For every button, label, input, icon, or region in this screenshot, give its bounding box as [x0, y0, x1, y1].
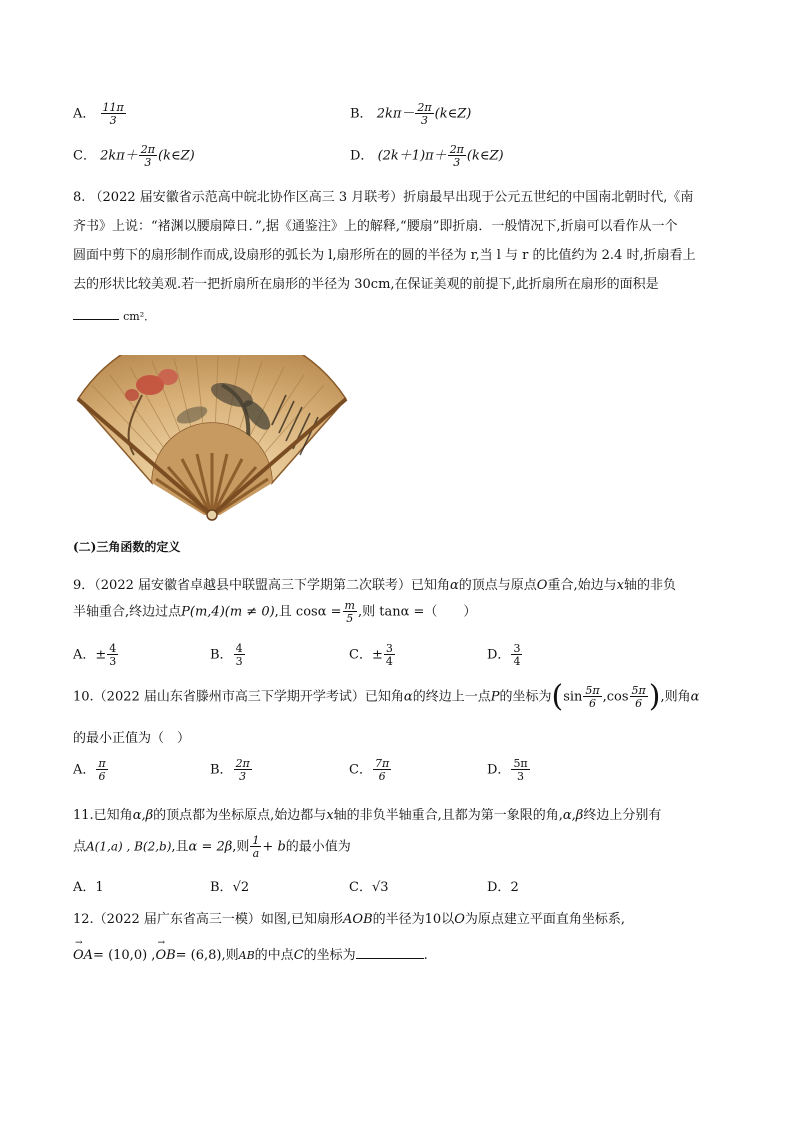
- fan-icon: [72, 355, 352, 525]
- q8-line: 去的形状比较美观.若一把折扇所在扇形的半径为 30cm,在保证美观的前提下,此折扇所在扇形的面积是: [73, 277, 659, 292]
- q9-line-1: 9．（2022 届安徽省卓越县中联盟高三下学期第二次联考）已知角α的顶点与原点O重合,始边与x轴的非负: [73, 578, 676, 593]
- arc-ab: AB: [238, 949, 255, 962]
- fraction: $\frac{1}{a}$: [252, 834, 260, 860]
- q11-option-a: A．1: [73, 880, 104, 895]
- fraction: $\frac{5\pi}{6}$: [585, 684, 600, 710]
- option-letter: A．: [73, 106, 96, 122]
- vector-oa: → OA: [73, 948, 93, 963]
- q11-option-b: B．√2: [210, 880, 250, 895]
- q10-option-c: C． $\frac{7\pi}{6}$: [349, 757, 390, 783]
- option-letter: C．: [73, 148, 96, 164]
- option-letter: D．: [350, 148, 374, 164]
- q8-line: 齐书》上说：“褚渊以腰扇障日．”,据《通鉴注》上的解释,“腰扇”即折扇．一般情况下,折扇可以看作从一个: [73, 219, 678, 234]
- fraction: $\frac{2\pi}{3}$: [140, 143, 156, 169]
- q10-option-b: B． $\frac{2\pi}{3}$: [210, 757, 250, 783]
- q9-option-a: A．± $\frac{4}{3}$: [73, 642, 117, 668]
- q10-option-a: A． $\frac{\pi}{6}$: [73, 757, 106, 783]
- q9-option-d: D． $\frac{3}{4}$: [487, 642, 521, 668]
- fraction: $\frac{3}{4}$: [385, 642, 393, 668]
- option-letter: B．: [350, 106, 373, 122]
- fraction: $\frac{\pi}{6}$: [98, 757, 106, 783]
- fraction: $\frac{2\pi}{3}$: [235, 757, 250, 783]
- fraction: $\frac{2\pi}{3}$: [417, 101, 432, 127]
- q7-option-d: D． (2k＋1)π＋ $\frac{2\pi}{3}$ (k∈Z): [350, 143, 504, 169]
- q10-line-1: 10.（2022 届山东省滕州市高三下学期开学考试）已知角α的终边上一点P的坐标为(sin $\frac{5\pi}{6}$ ,cos $\frac{5\pi}{6}$ ),则角α: [73, 679, 700, 714]
- q9-line-2: 半轴重合,终边过点P(m,4)(m ≠ 0),且 cosα = $\frac{m}{5}$ ,则 tanα =（ ）: [73, 599, 477, 625]
- q12-line-2: → OA= (10,0) ,→ OB= (6,8),则AB的中点C的坐标为 .: [73, 944, 428, 963]
- q8-line: 8. （2022 届安徽省示范高中皖北协作区高三 3 月联考）折扇最早出现于公元五世纪的中国南北朝时代,《南: [73, 190, 694, 205]
- fraction: $\frac{3}{4}$: [513, 642, 521, 668]
- q12-line-1: 12.（2022 届广东省高三一模）如图,已知扇形AOB的半径为10以O为原点建立平面直角坐标系,: [73, 912, 626, 927]
- q11-option-c: C．√3: [349, 880, 389, 895]
- q8-question: [73, 183, 723, 331]
- fraction: $\frac{11\pi}{3}$: [102, 101, 124, 127]
- folding-fan-image: [72, 355, 352, 525]
- vector-ob: → OB: [155, 948, 175, 963]
- answer-blank[interactable]: [73, 319, 119, 320]
- section-title: (二)三角函数的定义: [73, 540, 181, 554]
- answer-blank[interactable]: [356, 958, 424, 959]
- q10-line-2: 的最小正值为（ ）: [73, 731, 191, 746]
- q7-option-a: [73, 102, 127, 126]
- q9-option-c: C．± $\frac{3}{4}$: [349, 642, 393, 668]
- q11-line-1: 11.已知角α,β的顶点都为坐标原点,始边都与x轴的非负半轴重合,且都为第一象限的角,α,β终边上分别有: [73, 808, 662, 823]
- q7-option-b: B． 2kπ－ $\frac{2\pi}{3}$ (k∈Z): [350, 101, 472, 127]
- fraction: $\frac{2\pi}{3}$: [449, 143, 464, 169]
- fraction: $\frac{m}{5}$: [344, 599, 355, 625]
- q7-option-c: C． 2kπ＋ $\frac{2\pi}{3}$ (k∈Z): [73, 143, 195, 169]
- q10-option-d: D． $\frac{5\pi}{3}$: [487, 757, 528, 783]
- fraction: $\frac{5\pi}{3}$: [513, 757, 528, 783]
- q11-option-d: D．2: [487, 880, 519, 895]
- q11-line-2: 点A(1,a) , B(2,b),且α = 2β,则 $\frac{1}{a}$ + b的最小值为: [73, 834, 351, 860]
- fraction: $\frac{4}{3}$: [235, 642, 243, 668]
- q9-option-b: B． $\frac{4}{3}$: [210, 642, 243, 668]
- fraction: $\frac{4}{3}$: [109, 642, 117, 668]
- fraction: $\frac{7\pi}{6}$: [374, 757, 390, 783]
- q8-answer-line: cm²．: [73, 302, 723, 331]
- q8-line: 圆面中剪下的扇形制作而成,设扇形的弧长为 l,扇形所在的圆的半径为 r,当 l 与 r 的比值约为 2.4 时,折扇看上: [73, 248, 696, 263]
- fraction: $\frac{5\pi}{6}$: [631, 684, 646, 710]
